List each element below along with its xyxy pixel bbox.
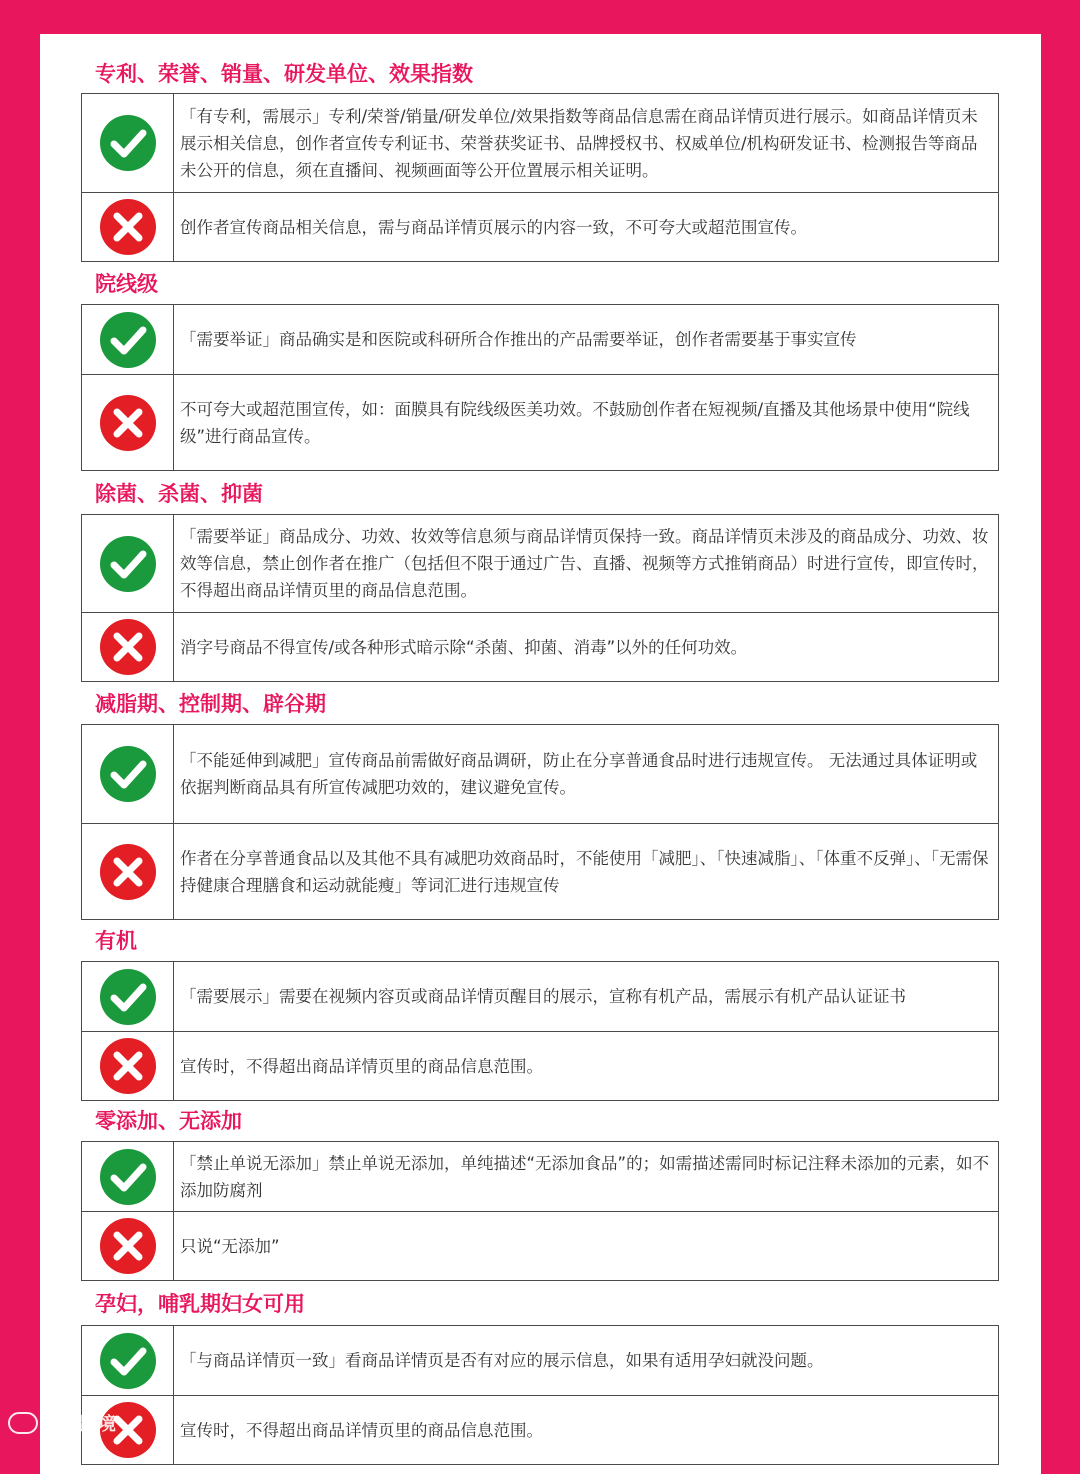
rule-table [81,724,999,920]
check-circle-icon [99,745,157,803]
forbidden-text: 作者在分享普通食品以及其他不具有减肥功效商品时，不能使用「减肥」、「快速减脂」、「体重不反弹」、「无需保持健康合理膳食和运动就能瘦」等词汇进行违规宣传 [180,848,989,895]
section-title: 零添加、无添加 [95,1109,242,1133]
allowed-row [82,515,998,612]
rule-table [81,1325,999,1465]
forbidden-row [82,374,998,470]
allowed-row [82,305,998,374]
check-circle-icon [99,1148,157,1206]
rule-table [81,1141,999,1281]
brand-name: 大数跨境 [44,1414,116,1435]
section-title: 专利、荣誉、销量、研发单位、效果指数 [95,62,473,86]
brand-logo-icon [8,1412,38,1434]
section-title: 孕妇，哺乳期妇女可用 [95,1292,305,1316]
section-title: 除菌、杀菌、抑菌 [95,482,263,506]
forbidden-row [82,192,998,261]
allowed-text: 「需要展示」需要在视频内容页或商品详情页醒目的展示，宣称有机产品，需展示有机产品认证证书 [180,987,906,1006]
forbidden-text: 消字号商品不得宣传/或各种形式暗示除“杀菌、抑菌、消毒”以外的任何功效。 [180,637,748,657]
allowed-row [82,1142,998,1211]
cross-circle-icon [99,1217,157,1275]
allowed-text: 「禁止单说无添加」禁止单说无添加，单纯描述“无添加食品”的；如需描述需同时标记注释未添加的元素，如不添加防腐剂 [180,1153,990,1200]
forbidden-text: 创作者宣传商品相关信息，需与商品详情页展示的内容一致，不可夸大或超范围宣传。 [180,217,807,237]
cross-circle-icon [99,618,157,676]
forbidden-text: 只说“无添加” [180,1236,280,1256]
forbidden-row [82,1031,998,1100]
cross-circle-icon [99,394,157,452]
allowed-row [82,1326,998,1395]
check-circle-icon [99,535,157,593]
check-circle-icon [99,311,157,369]
forbidden-text: 宣传时，不得超出商品详情页里的商品信息范围。 [180,1056,543,1076]
brand-watermark [8,1410,116,1436]
allowed-text: 「需要举证」商品成分、功效、妆效等信息须与商品详情页保持一致。商品详情页未涉及的商品成分、功效、妆效等信息，禁止创作者在推广（包括但不限于通过广告、直播、视频等方式推销商品）时进行宣传，即宣传时，不得超出商品详情页里的商品信息范围。 [180,527,989,600]
allowed-row [82,962,998,1031]
forbidden-row [82,823,998,919]
allowed-row [82,725,998,823]
cross-circle-icon [99,843,157,901]
rule-table [81,304,999,471]
allowed-row [82,94,998,192]
forbidden-text: 不可夸大或超范围宣传，如：面膜具有院线级医美功效。不鼓励创作者在短视频/直播及其他场景中使用“院线级”进行商品宣传。 [180,399,970,446]
forbidden-row [82,612,998,681]
rule-table [81,961,999,1101]
forbidden-row [82,1395,998,1464]
check-circle-icon [99,968,157,1026]
content-panel [40,34,1041,1474]
rule-table [81,93,999,262]
check-circle-icon [99,114,157,172]
allowed-text: 「有专利，需展示」专利/荣誉/销量/研发单位/效果指数等商品信息需在商品详情页进行展示。如商品详情页未展示相关信息，创作者宣传专利证书、荣誉获奖证书、品牌授权书、权威单位/机构研发证书、检测报告等商品未公开的信息，须在直播间、视频画面等公开位置展示相关证明。 [180,106,978,180]
rule-table [81,514,999,682]
section-title: 院线级 [95,272,158,296]
forbidden-row [82,1211,998,1280]
forbidden-text: 宣传时，不得超出商品详情页里的商品信息范围。 [180,1420,543,1440]
allowed-text: 「与商品详情页一致」看商品详情页是否有对应的展示信息，如果有适用孕妇就没问题。 [180,1351,824,1370]
cross-circle-icon [99,198,157,256]
allowed-text: 「不能延伸到减肥」宣传商品前需做好商品调研，防止在分享普通食品时进行违规宣传。 无法通过具体证明或依据判断商品具有所宣传减肥功效的，建议避免宣传。 [180,751,978,797]
section-title: 减脂期、控制期、辟谷期 [95,692,326,716]
section-title: 有机 [95,929,137,953]
allowed-text: 「需要举证」商品确实是和医院或科研所合作推出的产品需要举证，创作者需要基于事实宣传 [180,330,857,349]
cross-circle-icon [99,1037,157,1095]
check-circle-icon [99,1332,157,1390]
